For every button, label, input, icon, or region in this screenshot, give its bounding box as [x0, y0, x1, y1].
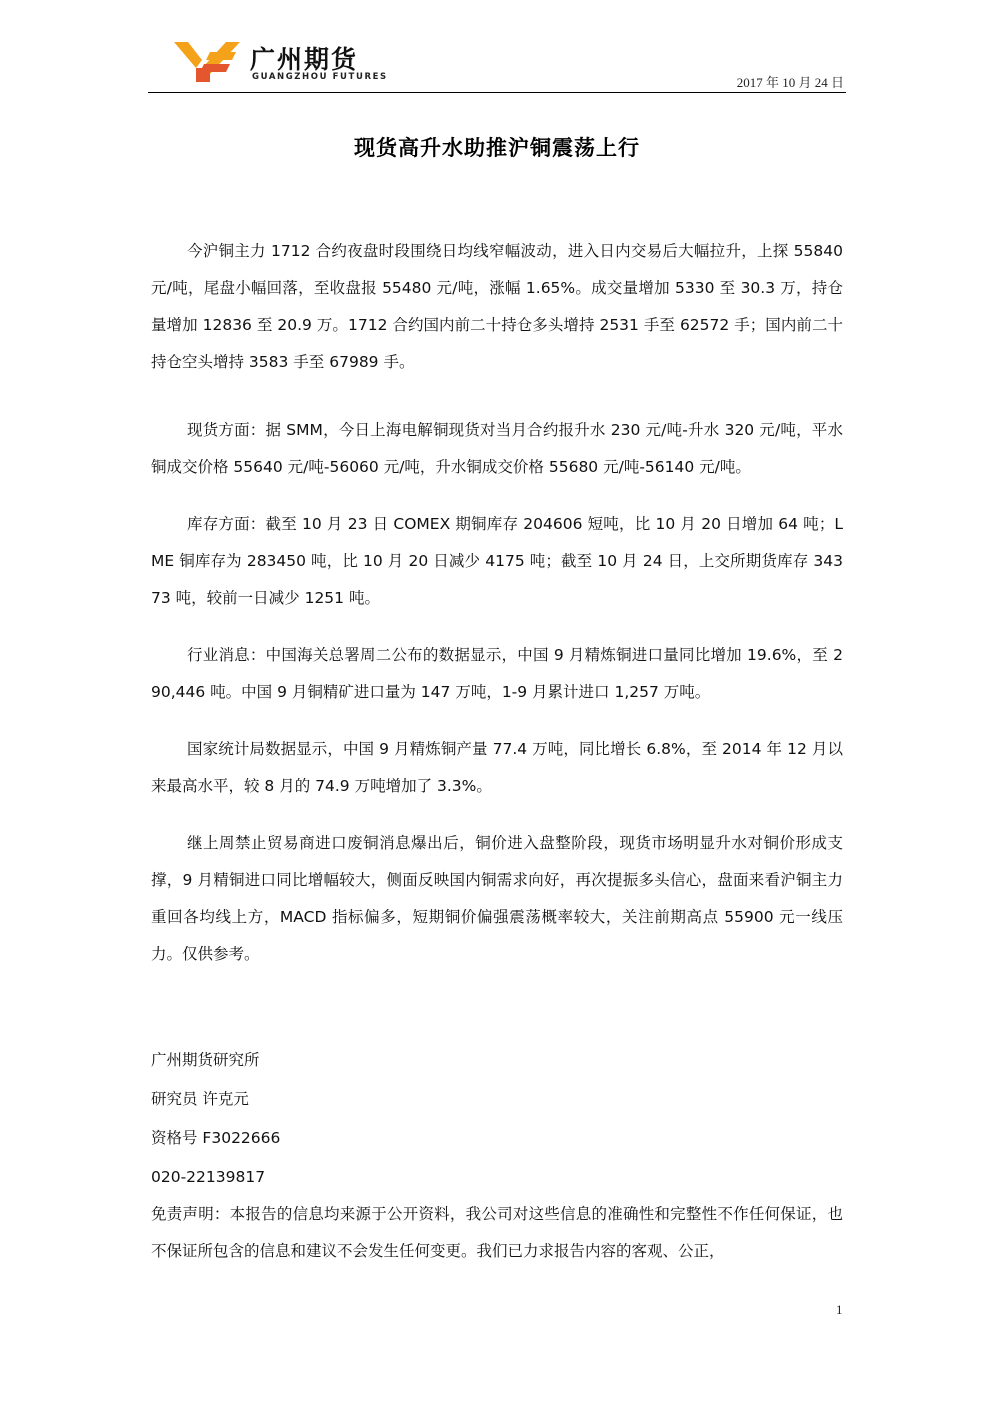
logo-english-name: GUANGZHOU FUTURES — [252, 72, 388, 82]
paragraph-outlook: 继上周禁止贸易商进口废铜消息爆出后，铜价进入盘整阶段，现货市场明显升水对铜价形成支撑，9 月精铜进口同比增幅较大，侧面反映国内铜需求向好，再次提振多头信心，盘面来看沪铜主力重回各均线上方，MACD 指标偏多，短期铜价偏强震荡概率较大，关注前期高点 55900 元一线压力。仅供参考。 — [151, 834, 843, 963]
logo-chinese-name: 广州期货 — [250, 45, 359, 74]
paragraph-inventory: 库存方面：截至 10 月 23 日 COMEX 期铜库存 204606 短吨，比 10 月 20 日增加 64 吨；LME 铜库存为 283450 吨，比 10 月 20 日减少 4175 吨；截至 10 月 24 日，上交所期货库存 34373 吨，较前一日减少 1251 吨。 — [151, 515, 843, 607]
signature-license: 资格号 F3022666 — [151, 1129, 281, 1147]
report-title: 现货高升水助推沪铜震荡上行 — [354, 136, 640, 160]
disclaimer: 免责声明：本报告的信息均来源于公开资料，我公司对这些信息的准确性和完整性不作任何保证，也不保证所包含的信息和建议不会发生任何变更。我们已力求报告内容的客观、公正， — [151, 1205, 843, 1260]
report-date: 2017 年 10 月 24 日 — [736, 75, 844, 90]
logo-mark-icon — [174, 38, 240, 82]
signature-phone: 020-22139817 — [151, 1168, 266, 1186]
signature-researcher: 研究员 许克元 — [151, 1090, 249, 1108]
paragraph-spot: 现货方面：据 SMM，今日上海电解铜现货对当月合约报升水 230 元/吨-升水 320 元/吨，平水铜成交价格 55640 元/吨-56060 元/吨，升水铜成交价格 55680 元/吨-56140 元/吨。 — [151, 421, 843, 476]
paragraph-statistics: 国家统计局数据显示，中国 9 月精炼铜产量 77.4 万吨，同比增长 6.8%，至 2014 年 12 月以来最高水平，较 8 月的 74.9 万吨增加了 3.3%。 — [151, 740, 843, 795]
header-divider — [148, 92, 846, 93]
company-logo — [174, 38, 388, 86]
paragraph-market-summary: 今沪铜主力 1712 合约夜盘时段围绕日均线窄幅波动，进入日内交易后大幅拉升，上探 55840 元/吨，尾盘小幅回落，至收盘报 55480 元/吨，涨幅 1.65%。成交量增加 5330 至 30.3 万，持仓量增加 12836 至 20.9 万。1712 合约国内前二十持仓多头增持 2531 手至 62572 手；国内前二十持仓空头增持 3583 手至 67989 手。 — [151, 242, 843, 371]
signature-institute: 广州期货研究所 — [151, 1051, 260, 1069]
page-number: 1 — [836, 1302, 843, 1317]
paragraph-industry-news: 行业消息：中国海关总署周二公布的数据显示，中国 9 月精炼铜进口量同比增加 19.6%，至 290,446 吨。中国 9 月铜精矿进口量为 147 万吨，1-9 月累计进口 1,257 万吨。 — [151, 646, 843, 701]
page-header — [148, 30, 846, 94]
